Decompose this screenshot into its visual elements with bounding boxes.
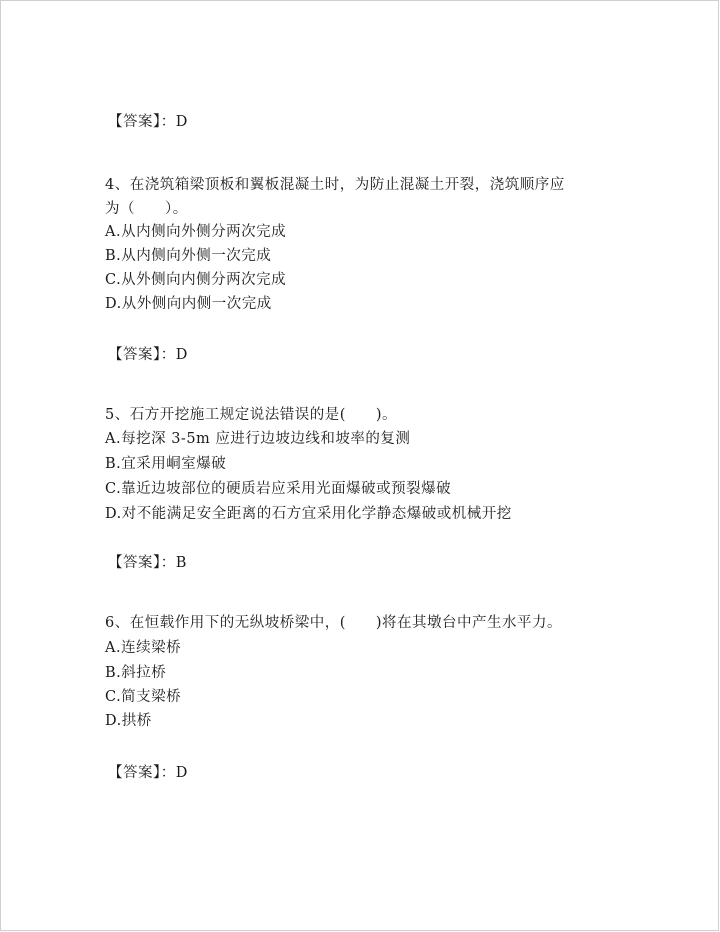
answer-q5: 【答案】：B: [108, 555, 187, 571]
question-6-option-c: C.简支梁桥: [105, 689, 182, 705]
question-6-option-b: B.斜拉桥: [105, 665, 167, 681]
question-6-stem: 6、在恒载作用下的无纵坡桥梁中，( )将在其墩台中产生水平力。: [105, 615, 563, 631]
question-5-option-a: A.每挖深 3-5m 应进行边坡边线和坡率的复测: [105, 431, 411, 447]
question-6-option-d: D.拱桥: [105, 713, 152, 729]
question-5-stem: 5、石方开挖施工规定说法错误的是( )。: [105, 407, 398, 423]
question-4-option-a: A.从内侧向外侧分两次完成: [105, 224, 287, 240]
question-5-option-d: D.对不能满足安全距离的石方宜采用化学静态爆破或机械开挖: [105, 506, 512, 522]
question-5-option-c: C.靠近边坡部位的硬质岩应采用光面爆破或预裂爆破: [105, 481, 452, 497]
question-4-option-b: B.从内侧向外侧一次完成: [105, 248, 272, 264]
question-4-option-c: C.从外侧向内侧分两次完成: [105, 272, 287, 288]
answer-q4: 【答案】：D: [108, 347, 188, 363]
answer-q3: 【答案】：D: [108, 114, 188, 130]
question-5-option-b: B.宜采用峒室爆破: [105, 456, 227, 472]
question-4-stem-line-2: 为（ ）。: [105, 201, 188, 217]
answer-q6: 【答案】：D: [108, 765, 188, 781]
question-4-option-d: D.从外侧向内侧一次完成: [105, 296, 272, 312]
question-4-stem-line-1: 4、在浇筑箱梁顶板和翼板混凝土时，为防止混凝土开裂，浇筑顺序应: [105, 177, 565, 193]
question-6-option-a: A.连续梁桥: [105, 640, 182, 656]
